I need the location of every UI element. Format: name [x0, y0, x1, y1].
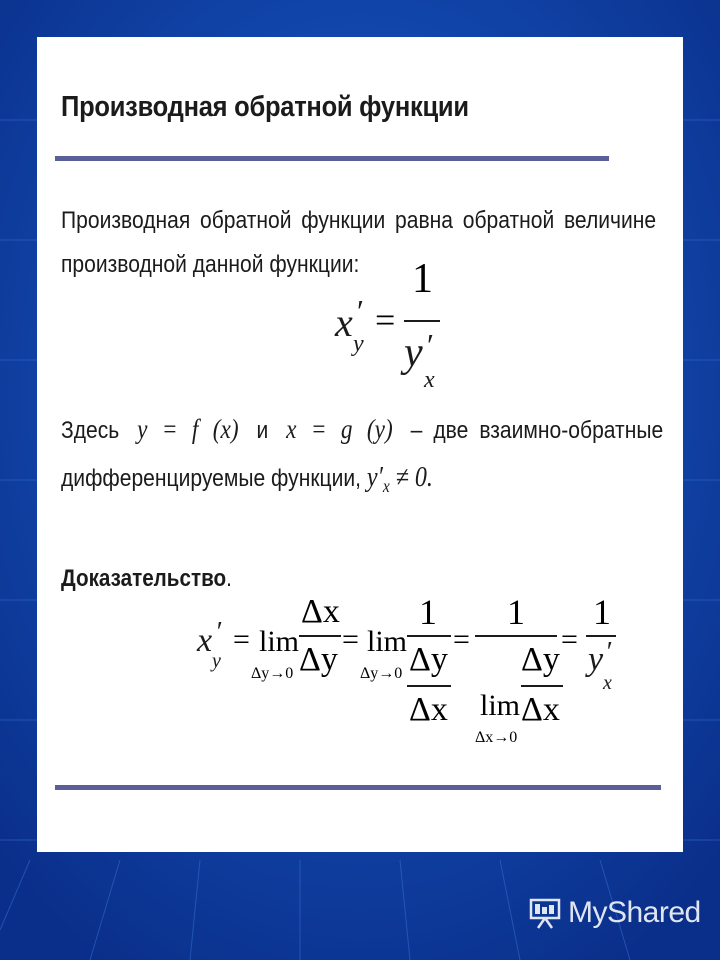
proof-lim1: lim: [259, 625, 300, 658]
proof-title-dot: .: [226, 565, 232, 592]
proof-rhs-sub: x: [603, 672, 612, 694]
paragraph2-x-eq-g: x = g (y): [286, 414, 393, 444]
formula1-fraction-bar: [404, 320, 440, 322]
proof-frac3-inner-num: Δy: [521, 641, 560, 678]
proof-eq2: =: [342, 623, 359, 656]
formula1-den-sub: x: [424, 367, 435, 393]
proof-frac1-den: Δy: [299, 641, 338, 678]
proof-rhs-den: y: [588, 641, 604, 678]
proof-lim3-sub: Δx→0: [475, 729, 518, 746]
proof-frac2-inner-bar: [407, 685, 451, 687]
title-underline: [55, 156, 609, 161]
proof-lim2: lim: [367, 625, 408, 658]
formula1-equals: =: [375, 300, 396, 340]
proof-frac3-inner-den: Δx: [521, 691, 560, 728]
proof-frac2-inner-num: Δy: [409, 641, 448, 678]
proof-frac3-inner-bar: [521, 685, 563, 687]
paragraph1-line2: производной данной функции:: [61, 251, 360, 278]
myshared-logo: [528, 893, 701, 933]
proof-eq1: =: [233, 623, 250, 656]
proof-frac1-bar: [299, 635, 341, 637]
logo-text: MyShared: [568, 896, 701, 929]
presentation-board-icon: [528, 896, 562, 930]
formula1-numerator: 1: [412, 256, 433, 302]
paragraph2-rest: – две взаимно-обратные: [410, 417, 664, 444]
proof-frac3-bar: [475, 635, 557, 637]
proof-frac3-num: 1: [507, 592, 525, 632]
paragraph2-and: и: [256, 417, 269, 444]
formula1-lhs: x: [335, 300, 353, 345]
proof-lhs-prime: ′: [215, 617, 222, 648]
proof-title: [61, 565, 232, 593]
formula1-denominator: y: [404, 330, 423, 376]
proof-frac2-num: 1: [419, 592, 437, 632]
paragraph2-condition-sub: x: [382, 475, 390, 496]
proof-title-text: Доказательство: [61, 565, 227, 592]
slide-title: Производная обратной функции: [61, 91, 469, 123]
proof-eq4: =: [561, 623, 578, 656]
paragraph2-line1: [61, 414, 663, 445]
proof-lhs: x: [197, 622, 213, 659]
formula1-den-prime: ′: [425, 327, 432, 363]
paragraph2-line2-text: дифференцируемые функции,: [61, 465, 362, 492]
formula1-lhs-sub: y: [353, 331, 364, 357]
proof-frac4-bar: [586, 635, 616, 637]
proof-frac2-bar: [407, 635, 451, 637]
paragraph2-condition-rest: ≠ 0.: [395, 462, 433, 493]
formula1-lhs-prime: ′: [355, 293, 362, 329]
proof-rhs-prime: ′: [605, 637, 612, 668]
proof-lim2-sub: Δy→0: [360, 665, 403, 682]
proof-lim3: lim: [480, 689, 521, 722]
paragraph1-line1: Производная обратной функции равна обратной величине: [61, 207, 657, 234]
proof-frac4-num: 1: [593, 592, 611, 632]
proof-eq3: =: [453, 623, 470, 656]
slide: [37, 37, 683, 852]
proof-lim1-sub: Δy→0: [251, 665, 294, 682]
paragraph2-y-eq-f: y = f (x): [137, 414, 239, 444]
paragraph2-condition: y′: [366, 462, 383, 493]
bottom-rule: [55, 785, 661, 790]
proof-frac2-inner-den: Δx: [409, 691, 448, 728]
paragraph2-here: Здесь: [61, 417, 120, 444]
proof-lhs-sub: y: [212, 650, 221, 672]
paragraph2-line2: [61, 462, 433, 497]
proof-frac1-num: Δx: [301, 593, 340, 630]
